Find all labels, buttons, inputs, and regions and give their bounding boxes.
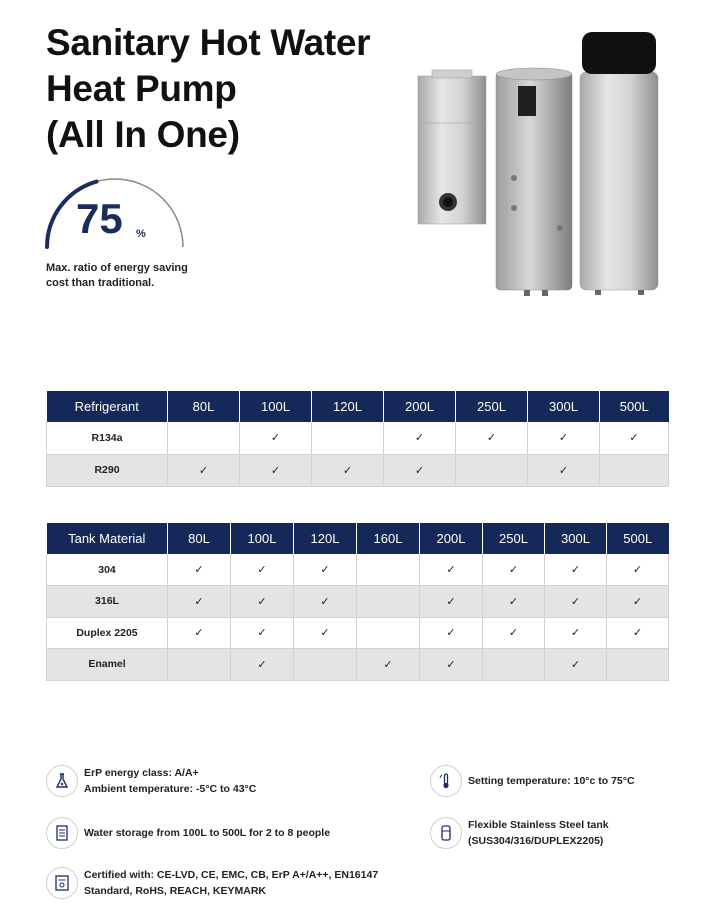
table-header-capacity: 80L (168, 391, 240, 422)
empty-cell (357, 617, 420, 649)
gauge-caption (46, 261, 226, 291)
table-header-capacity: 300L (545, 523, 607, 554)
table-row (47, 422, 669, 454)
table-header-capacity: 200L (420, 523, 483, 554)
check-icon: ✓ (231, 617, 294, 649)
check-icon: ✓ (483, 617, 545, 649)
table-header-row (47, 391, 669, 422)
check-icon: ✓ (607, 554, 669, 586)
check-icon: ✓ (528, 454, 600, 486)
check-icon: ✓ (168, 617, 231, 649)
empty-cell (168, 422, 240, 454)
check-icon: ✓ (607, 586, 669, 618)
table-header-capacity: 100L (240, 391, 312, 422)
flask-icon (46, 765, 78, 797)
title-line-3: (All In One) (46, 114, 240, 155)
table-row (47, 554, 669, 586)
table-row (47, 617, 669, 649)
check-icon: ✓ (312, 454, 384, 486)
table-header-label: Refrigerant (47, 391, 168, 422)
thermometer-icon (430, 765, 462, 797)
refrigerant-table (46, 391, 669, 487)
table-header-capacity: 300L (528, 391, 600, 422)
empty-cell (312, 422, 384, 454)
certificate-icon (46, 867, 78, 899)
empty-cell (168, 649, 231, 681)
check-icon: ✓ (420, 586, 483, 618)
row-label: 316L (47, 586, 168, 618)
check-icon: ✓ (294, 554, 357, 586)
feature-cert-line-1: Certified with: CE-LVD, CE, EMC, CB, ErP A+/A++, EN16147 (84, 869, 379, 881)
table-row (47, 649, 669, 681)
table-header-capacity: 120L (294, 523, 357, 554)
check-icon: ✓ (420, 617, 483, 649)
heat-pump-unit-large (580, 32, 658, 295)
feature-erp (46, 765, 256, 797)
gauge-value: 75 (76, 195, 123, 242)
feature-setting-line-1: Setting temperature: 10°c to 75°C (468, 775, 635, 787)
tank-material-table (46, 523, 669, 681)
empty-cell (357, 586, 420, 618)
row-label: Enamel (47, 649, 168, 681)
empty-cell (357, 554, 420, 586)
table-header-capacity: 500L (600, 391, 669, 422)
feature-steel-tank (430, 817, 609, 849)
check-icon: ✓ (545, 649, 607, 681)
gauge-caption-line-2: cost than traditional. (46, 277, 155, 289)
gauge-caption-line-1: Max. ratio of energy saving (46, 262, 188, 274)
empty-cell (294, 649, 357, 681)
feature-tank-line-2: (SUS304/316/DUPLEX2205) (468, 835, 604, 847)
table-header-capacity: 200L (384, 391, 456, 422)
check-icon: ✓ (231, 554, 294, 586)
check-icon: ✓ (545, 586, 607, 618)
check-icon: ✓ (545, 554, 607, 586)
empty-cell (456, 454, 528, 486)
table-row (47, 454, 669, 486)
check-icon: ✓ (168, 586, 231, 618)
check-icon: ✓ (168, 454, 240, 486)
table-header-capacity: 120L (312, 391, 384, 422)
check-icon: ✓ (384, 454, 456, 486)
empty-cell (600, 454, 669, 486)
check-icon: ✓ (294, 617, 357, 649)
check-icon: ✓ (600, 422, 669, 454)
feature-water-storage (46, 817, 330, 849)
check-icon: ✓ (607, 617, 669, 649)
feature-certification (46, 867, 378, 899)
check-icon: ✓ (420, 554, 483, 586)
check-icon: ✓ (420, 649, 483, 681)
check-icon: ✓ (231, 649, 294, 681)
table-row (47, 586, 669, 618)
row-label: Duplex 2205 (47, 617, 168, 649)
water-tank-icon (46, 817, 78, 849)
table-header-capacity: 500L (607, 523, 669, 554)
page-title (46, 20, 426, 158)
table-header-capacity: 160L (357, 523, 420, 554)
table-header-capacity: 250L (456, 391, 528, 422)
title-line-2: Heat Pump (46, 68, 237, 109)
check-icon: ✓ (483, 554, 545, 586)
table-header-label: Tank Material (47, 523, 168, 554)
gauge-unit: % (136, 228, 146, 240)
check-icon: ✓ (168, 554, 231, 586)
row-label: R290 (47, 454, 168, 486)
feature-erp-line-2: Ambient temperature: -5°C to 43°C (84, 783, 257, 795)
check-icon: ✓ (240, 454, 312, 486)
check-icon: ✓ (294, 586, 357, 618)
feature-erp-line-1: ErP energy class: A/A+ (84, 767, 199, 779)
check-icon: ✓ (240, 422, 312, 454)
table-header-capacity: 80L (168, 523, 231, 554)
heat-pump-unit-medium (496, 68, 572, 296)
table-header-capacity: 250L (483, 523, 545, 554)
feature-cert-line-2: Standard, RoHS, REACH, KEYMARK (84, 885, 267, 897)
check-icon: ✓ (357, 649, 420, 681)
feature-storage-line-1: Water storage from 100L to 500L for 2 to 8 people (84, 827, 331, 839)
empty-cell (483, 649, 545, 681)
feature-setting-temperature (430, 765, 635, 797)
title-line-1: Sanitary Hot Water (46, 22, 371, 63)
check-icon: ✓ (528, 422, 600, 454)
check-icon: ✓ (456, 422, 528, 454)
check-icon: ✓ (545, 617, 607, 649)
check-icon: ✓ (384, 422, 456, 454)
heat-pump-unit-small (418, 70, 486, 224)
check-icon: ✓ (483, 586, 545, 618)
table-header-capacity: 100L (231, 523, 294, 554)
product-image (410, 28, 670, 298)
row-label: R134a (47, 422, 168, 454)
steel-tank-icon (430, 817, 462, 849)
empty-cell (607, 649, 669, 681)
table-header-row (47, 523, 669, 554)
feature-tank-line-1: Flexible Stainless Steel tank (468, 819, 609, 831)
row-label: 304 (47, 554, 168, 586)
check-icon: ✓ (231, 586, 294, 618)
